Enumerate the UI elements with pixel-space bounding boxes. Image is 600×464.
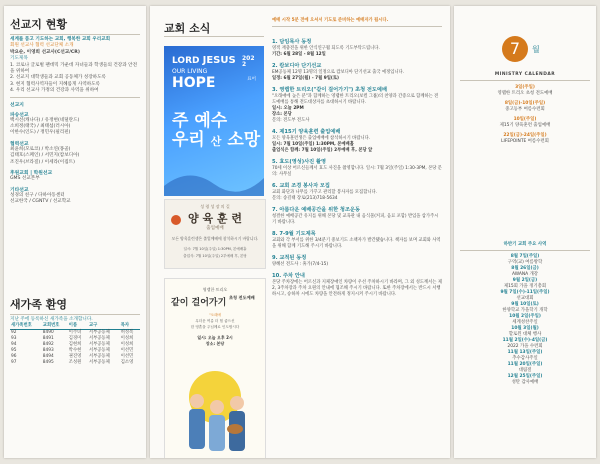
notice-title: 7. 아름다운 예배공간을 위한 청조운동: [272, 207, 360, 213]
poster-desc: 모든 양육훈련생은 졸업예배에 참석하시기 바랍니다.: [171, 236, 259, 241]
notice-body: EM공동체 12명 13명의 일정으로 캄보디아 단기선교 출국 예정입니다.: [272, 70, 405, 75]
event-desc: 추수감사주일: [512, 356, 538, 361]
notice-body: 교회 화단과 나무를 가꾸고 관리할 봉사자를 모집합니다.: [272, 190, 378, 195]
poster-text: 예수: [194, 111, 228, 131]
mission-line: 소희정(태국) / 최태섭(러시아): [10, 124, 71, 130]
notice-body: 본당 주차장에는 어르신과 지체장애인 차량이 우선 주차하시기 바라며, 그 외 성도께서는 제2, 3주차장과 주차 요원의 안내에 협조해 주시기 바랍니다. 또한 주차장에서는 반드시 서행하시고, 승하차 시에도 차량을 안전하게 정지시켜 주시기 바랍니다.: [272, 280, 442, 297]
page-church-news: [150, 6, 450, 458]
event-desc: 할로윈 대체 행사: [508, 332, 542, 337]
mission-line: 이한수(인도) / 정민우(필리핀): [10, 130, 71, 136]
table-cell: 96: [11, 354, 17, 360]
event-desc: 구역(교) 여름방학: [507, 260, 543, 265]
calendar-event: [460, 350, 590, 362]
table-cell: 서부공동체: [88, 336, 110, 342]
poster-subtitle: 출업예배: [206, 226, 224, 231]
calendar-event: [460, 85, 590, 97]
poster-hope: HOPE: [172, 75, 216, 91]
calendar-event: [460, 254, 590, 266]
calendar-event: [460, 362, 590, 374]
poster-small-text: 영랩한 트리오: [202, 287, 228, 292]
musicians-illustration: [175, 359, 255, 455]
table-cell: 이성희: [120, 342, 134, 348]
notice-item: [272, 255, 442, 268]
notice-title: 8. 7-9월 기도제목: [272, 231, 316, 237]
table-cell: 94: [11, 342, 17, 348]
notice-item: [272, 87, 442, 124]
prayer-list: [10, 63, 140, 95]
training-poster: [164, 199, 266, 269]
event-date: 11월 20일(주일): [507, 362, 543, 367]
notice-title: 2. 캄보디아 단기선교: [272, 63, 322, 69]
notice-item: [272, 273, 442, 298]
evangelism-poster: [164, 278, 266, 458]
event-date: 12월 25일(주일): [507, 374, 543, 379]
poster-our-living: OUR LIVING: [172, 68, 208, 75]
calendar-event: [460, 338, 590, 350]
notice-body: 일시: 오늘 2PM: [272, 106, 304, 111]
poster-small-text: 성 령 성 장 의 길: [200, 204, 230, 209]
table-header: 교구: [88, 323, 120, 330]
notice-body: 교회와 각 부서를 위한 3/4분기 중보기도 소책자가 발간됐습니다. 책자를 보며 교회와 사역을 위해 함께 기도해 주시기 바랍니다.: [272, 238, 441, 249]
notice-title: 10. 주차 안내: [272, 273, 305, 279]
table-cell: 박수현: [68, 348, 82, 354]
event-date: 9월 10일(토): [511, 302, 539, 307]
poster-date: 일시: 오늘 오후 2시: [197, 335, 233, 340]
prayer-item: 2. 선교지 대학생들과 교회 공동체가 성장하도록: [10, 75, 106, 81]
theme-poster: [164, 46, 264, 196]
poster-text: 주: [172, 111, 189, 131]
mission-group: [10, 111, 140, 137]
mission-line: 선교한국 / CGNTV / 선교학교: [10, 198, 71, 204]
poster-text: JESUS: [202, 55, 236, 66]
event-date: 9월 7일(수)-11일(주일): [500, 290, 550, 295]
new-family-table: [10, 323, 140, 366]
mission-line: 성경의 친구 / 다하아동센터: [10, 192, 65, 198]
table-cell: 서부공동체: [88, 330, 110, 336]
divider: [10, 97, 140, 98]
month-badge: 7: [502, 36, 528, 62]
poster-year: 2022: [242, 55, 255, 68]
notice-title: 3. 영랩한 트리오("같이 걸어가기") 초청 전도예배: [272, 87, 387, 93]
mission-group-head: 기타선교: [10, 187, 29, 193]
notice-body: 양혜선 전도사 : 휴가(7/4-15): [272, 262, 329, 267]
event-desc: 중고등부 여름수련회: [505, 107, 545, 112]
poster-desc: "오래애: [208, 313, 222, 317]
mission-group-head: 파송선교: [10, 112, 29, 118]
table-cell: 서부공동체: [88, 348, 110, 354]
poster-date: 일시: 7월 10일(주일) 1:30PM, 본예배홀: [183, 247, 247, 251]
calendar-event: [460, 278, 590, 290]
prayer-heading: 기도제목: [10, 56, 28, 62]
event-desc: AWANA 개강: [511, 272, 539, 277]
table-header: 이름: [68, 323, 88, 330]
notice-list: [272, 34, 442, 298]
notice-title: 6. 교회 조경 봉사자 모집: [272, 183, 330, 189]
event-desc: 제15기 양육훈련 출업예배: [499, 123, 551, 128]
prayer-item: 3. 현지 협력사역자들이 지혜롭게 사역하도록: [10, 81, 101, 87]
event-desc: 영랩한 트리오 초청 전도예배: [497, 91, 553, 96]
table-header: 교회번호: [42, 323, 68, 330]
mission-group: [10, 140, 140, 166]
table-header-row: [10, 323, 140, 330]
table-cell: 이선민: [120, 354, 134, 360]
calendar-event: [460, 117, 590, 129]
table-cell: 93: [11, 336, 17, 342]
poster-title: 같이 걸어가기: [171, 298, 227, 308]
notice-item: [272, 207, 442, 226]
notice-item: [272, 39, 442, 58]
calendar-event: [460, 266, 590, 278]
event-date: 11월 2일(수)-4일(금): [502, 338, 548, 343]
new-family-title: 새가족 환영: [10, 298, 67, 311]
table-cell: 이선민: [120, 348, 134, 354]
mission-group: [10, 169, 140, 182]
table-cell: 서부공동체: [88, 342, 110, 348]
poster-title: 양 육 훈 련: [188, 212, 242, 225]
event-date: 8월 26일(금): [511, 266, 539, 271]
event-date: 8일(금)-10일(주일): [504, 101, 546, 106]
mission-line: 최윤희(모로코) / 박소연(몽골): [10, 146, 71, 152]
event-desc: 성탄 감사예배: [511, 380, 539, 385]
table-cell: 95: [11, 348, 17, 354]
mission-group: [10, 186, 140, 206]
header-note-text: 예배 시작 5분 전에 오셔서 기도로 준비하는 예배자가 됩시다.: [272, 18, 389, 23]
new-family-section: [10, 296, 140, 366]
news-title: 교회 소식: [164, 22, 211, 35]
mission-section: [10, 16, 140, 205]
table-cell: 권진영: [68, 354, 82, 360]
table-cell: 8495: [42, 360, 54, 366]
poster-text: LORD: [172, 56, 200, 66]
table-header: 새가족번호: [10, 323, 42, 330]
table-header: 목자: [120, 323, 140, 330]
event-date: 11월 13일(주일): [507, 350, 543, 355]
monthly-calendar: [460, 72, 590, 149]
poster-big-text: [172, 112, 260, 151]
event-date: 10월 3일(월): [511, 326, 539, 331]
notice-body: 일시: 7월 10일(주일) 1:30PM, 본예배홀: [272, 142, 354, 147]
notice-body: 청결한 예배공간 유지를 위해 본당 및 교육관 내 음식물(커피, 음료 포함) 반입을 삼가주시기 바랍니다.: [272, 214, 439, 225]
table-cell: 8493: [42, 348, 54, 354]
page-calendar: [454, 6, 596, 458]
mission-line: GMS 선교본부: [10, 176, 40, 182]
calendar-event: [460, 326, 590, 338]
event-date: 3일(주일): [515, 85, 535, 90]
notice-body: 문의: 송길태 장로(213)718-5634: [272, 196, 338, 201]
notice-item: [272, 159, 442, 178]
table-cell: 8490: [42, 330, 54, 336]
table-cell: 김소영: [120, 360, 134, 366]
poster-sub: 표어: [247, 77, 256, 82]
missions-heading: 선교지: [10, 102, 24, 108]
page-mission: [4, 6, 146, 458]
table-cell: 이주녀: [68, 330, 82, 336]
notice-body: 기간: 6월 28일 - 8월 12일: [272, 52, 326, 57]
notice-title: 9. 교적된 동정: [272, 255, 307, 261]
event-desc: 세계성찬주일: [512, 320, 538, 325]
table-cell: 서부공동체: [88, 360, 110, 366]
mission-group-head: 후원교회 | 학원선교: [10, 171, 53, 177]
missionary-name: 박요순, 이영희 선교사(C선교/CR): [10, 49, 80, 55]
mission-line: 조진우(브라질) / 이세라(이집트): [10, 159, 75, 165]
calendar-event: [460, 314, 590, 326]
table-cell: 조성원: [68, 360, 82, 366]
calendar-event: [460, 290, 590, 302]
divider: [164, 36, 264, 37]
event-date: 9월 2일(금): [512, 278, 538, 283]
event-date: 22일(금)-24일(주일): [503, 133, 547, 138]
event-desc: 선교대회: [516, 296, 534, 301]
calendar-title: MINISTRY CALENDAR: [494, 72, 556, 77]
event-date: 10월 2일(주일): [509, 314, 541, 319]
table-row: [10, 360, 140, 366]
poster-lord: [172, 56, 236, 66]
notice-body: 영적 재충전을 위한 안식연구월 되도록 기도부탁드립니다.: [272, 46, 380, 51]
event-desc: 대림절: [518, 368, 532, 373]
table-cell: 8491: [42, 336, 54, 342]
table-cell: 허성복: [120, 330, 134, 336]
events-title: 하반기 교회 주요 사역: [503, 242, 547, 247]
divider: [10, 34, 140, 35]
divider: [460, 250, 590, 251]
poster-date: 출업식: 7월 10일(주일) 2부예배 후, 본당: [183, 254, 247, 258]
notice-title: 5. 효도(영성)사진 촬영: [272, 159, 327, 165]
calendar-event: [460, 133, 590, 145]
calendar-event: [460, 374, 590, 386]
poster-text: 산: [210, 135, 222, 148]
mission-intro: 세계를 품고 기도하는 교회, 행복한 교회 우리교회: [10, 37, 111, 42]
notice-body: 70세 이상 어르신들께서 효도 사진을 촬영합니다. 일시: 7월 3일(주일) 1:30-3PM, 본당 문의: 사무실: [272, 166, 442, 177]
notice-item: [272, 183, 442, 202]
divider: [460, 80, 590, 81]
poster-place: 장소: 본당: [205, 341, 225, 346]
table-cell: 8494: [42, 354, 54, 360]
notice-body: 모든 양육훈련생은 출업예배에 참석하시기 바랍니다.: [272, 136, 371, 141]
mission-line: 김태호(스페인) / 서민지(캄보디아): [10, 153, 80, 159]
poster-desc: 무더운 여름 더 힘 좋으신: [195, 319, 235, 323]
notice-body: 일정: 6월 27일(월) - 7월 9일(토): [272, 76, 339, 81]
notice-body: "오래애에 높은 분"과 함께하는 영랩한 트리오(보컬 그룹)의 찬양과 간증으로 함께하는 전도예배를 통해 전도대상자를 초대하시기 바랍니다.: [272, 94, 439, 105]
event-date: 8월 7일(주일): [510, 254, 540, 259]
mission-intro-sub: 회원 선교사 협력 선교단체 소개: [10, 43, 74, 49]
poster-desc: 한 영혼을 주님께로 인도합시다: [190, 325, 240, 329]
table-cell: 97: [11, 360, 17, 366]
table-cell: 이성희: [120, 336, 134, 342]
header-note: [272, 18, 442, 27]
poster-text: 우리: [172, 130, 205, 150]
yearly-events: [460, 242, 590, 386]
notice-body: 장소: 본당: [272, 112, 292, 117]
event-desc: LIFEPOINTE 여름수련회: [501, 139, 549, 144]
table-cell: 서부공동체: [88, 354, 110, 360]
table-cell: 김현희: [68, 342, 82, 348]
notice-item: [272, 231, 442, 250]
notice-body: 문의: 전도부 전도사: [272, 118, 310, 123]
notice-item: [272, 129, 442, 154]
poster-hills-graphic: [164, 156, 264, 196]
poster-text: 소망: [227, 130, 261, 150]
divider: [272, 26, 442, 27]
notice-body: 출업식은 함께: 7월 10일(주일) 2부예배 후, 본당 앞: [272, 148, 373, 153]
table-cell: 8492: [42, 342, 54, 348]
divider: [10, 314, 140, 315]
calendar-event: [460, 101, 590, 113]
table-cell: 92: [11, 330, 17, 336]
prayer-item: 4. 우리 선교사 가정의 건강과 사역을 위하여: [10, 88, 99, 94]
calendar-event: [460, 302, 590, 314]
prayer-item: 1. 코로나 글로벌 팬데믹 가운데 자녀들과 학생들의 건강과 안전을 위하여: [10, 62, 138, 75]
month-label: 월: [532, 45, 540, 54]
event-date: 10일(주일): [513, 117, 537, 122]
notice-title: 4. 제15기 양육훈련 출업예배: [272, 129, 341, 135]
notice-title: 1. 담임목사 동정: [272, 39, 312, 45]
notice-item: [272, 63, 442, 82]
event-desc: 제15회 가을 정기총회: [503, 284, 547, 289]
mission-line: 백시선(캐나다) / 유정현(네덜란드): [10, 117, 80, 123]
poster-title-sub: 초청 전도예배: [229, 295, 255, 300]
mission-title: 선교지 현황: [10, 18, 67, 31]
table-cell: 김경미: [68, 336, 82, 342]
event-desc: 한양학교 가을학기 개학: [502, 308, 548, 313]
mission-group-head: 협력선교: [10, 141, 29, 147]
new-family-subtitle: 지난 주에 등록하신 새가족을 소개합니다.: [10, 317, 93, 322]
event-desc: 2022 가을 수련회: [507, 344, 543, 349]
